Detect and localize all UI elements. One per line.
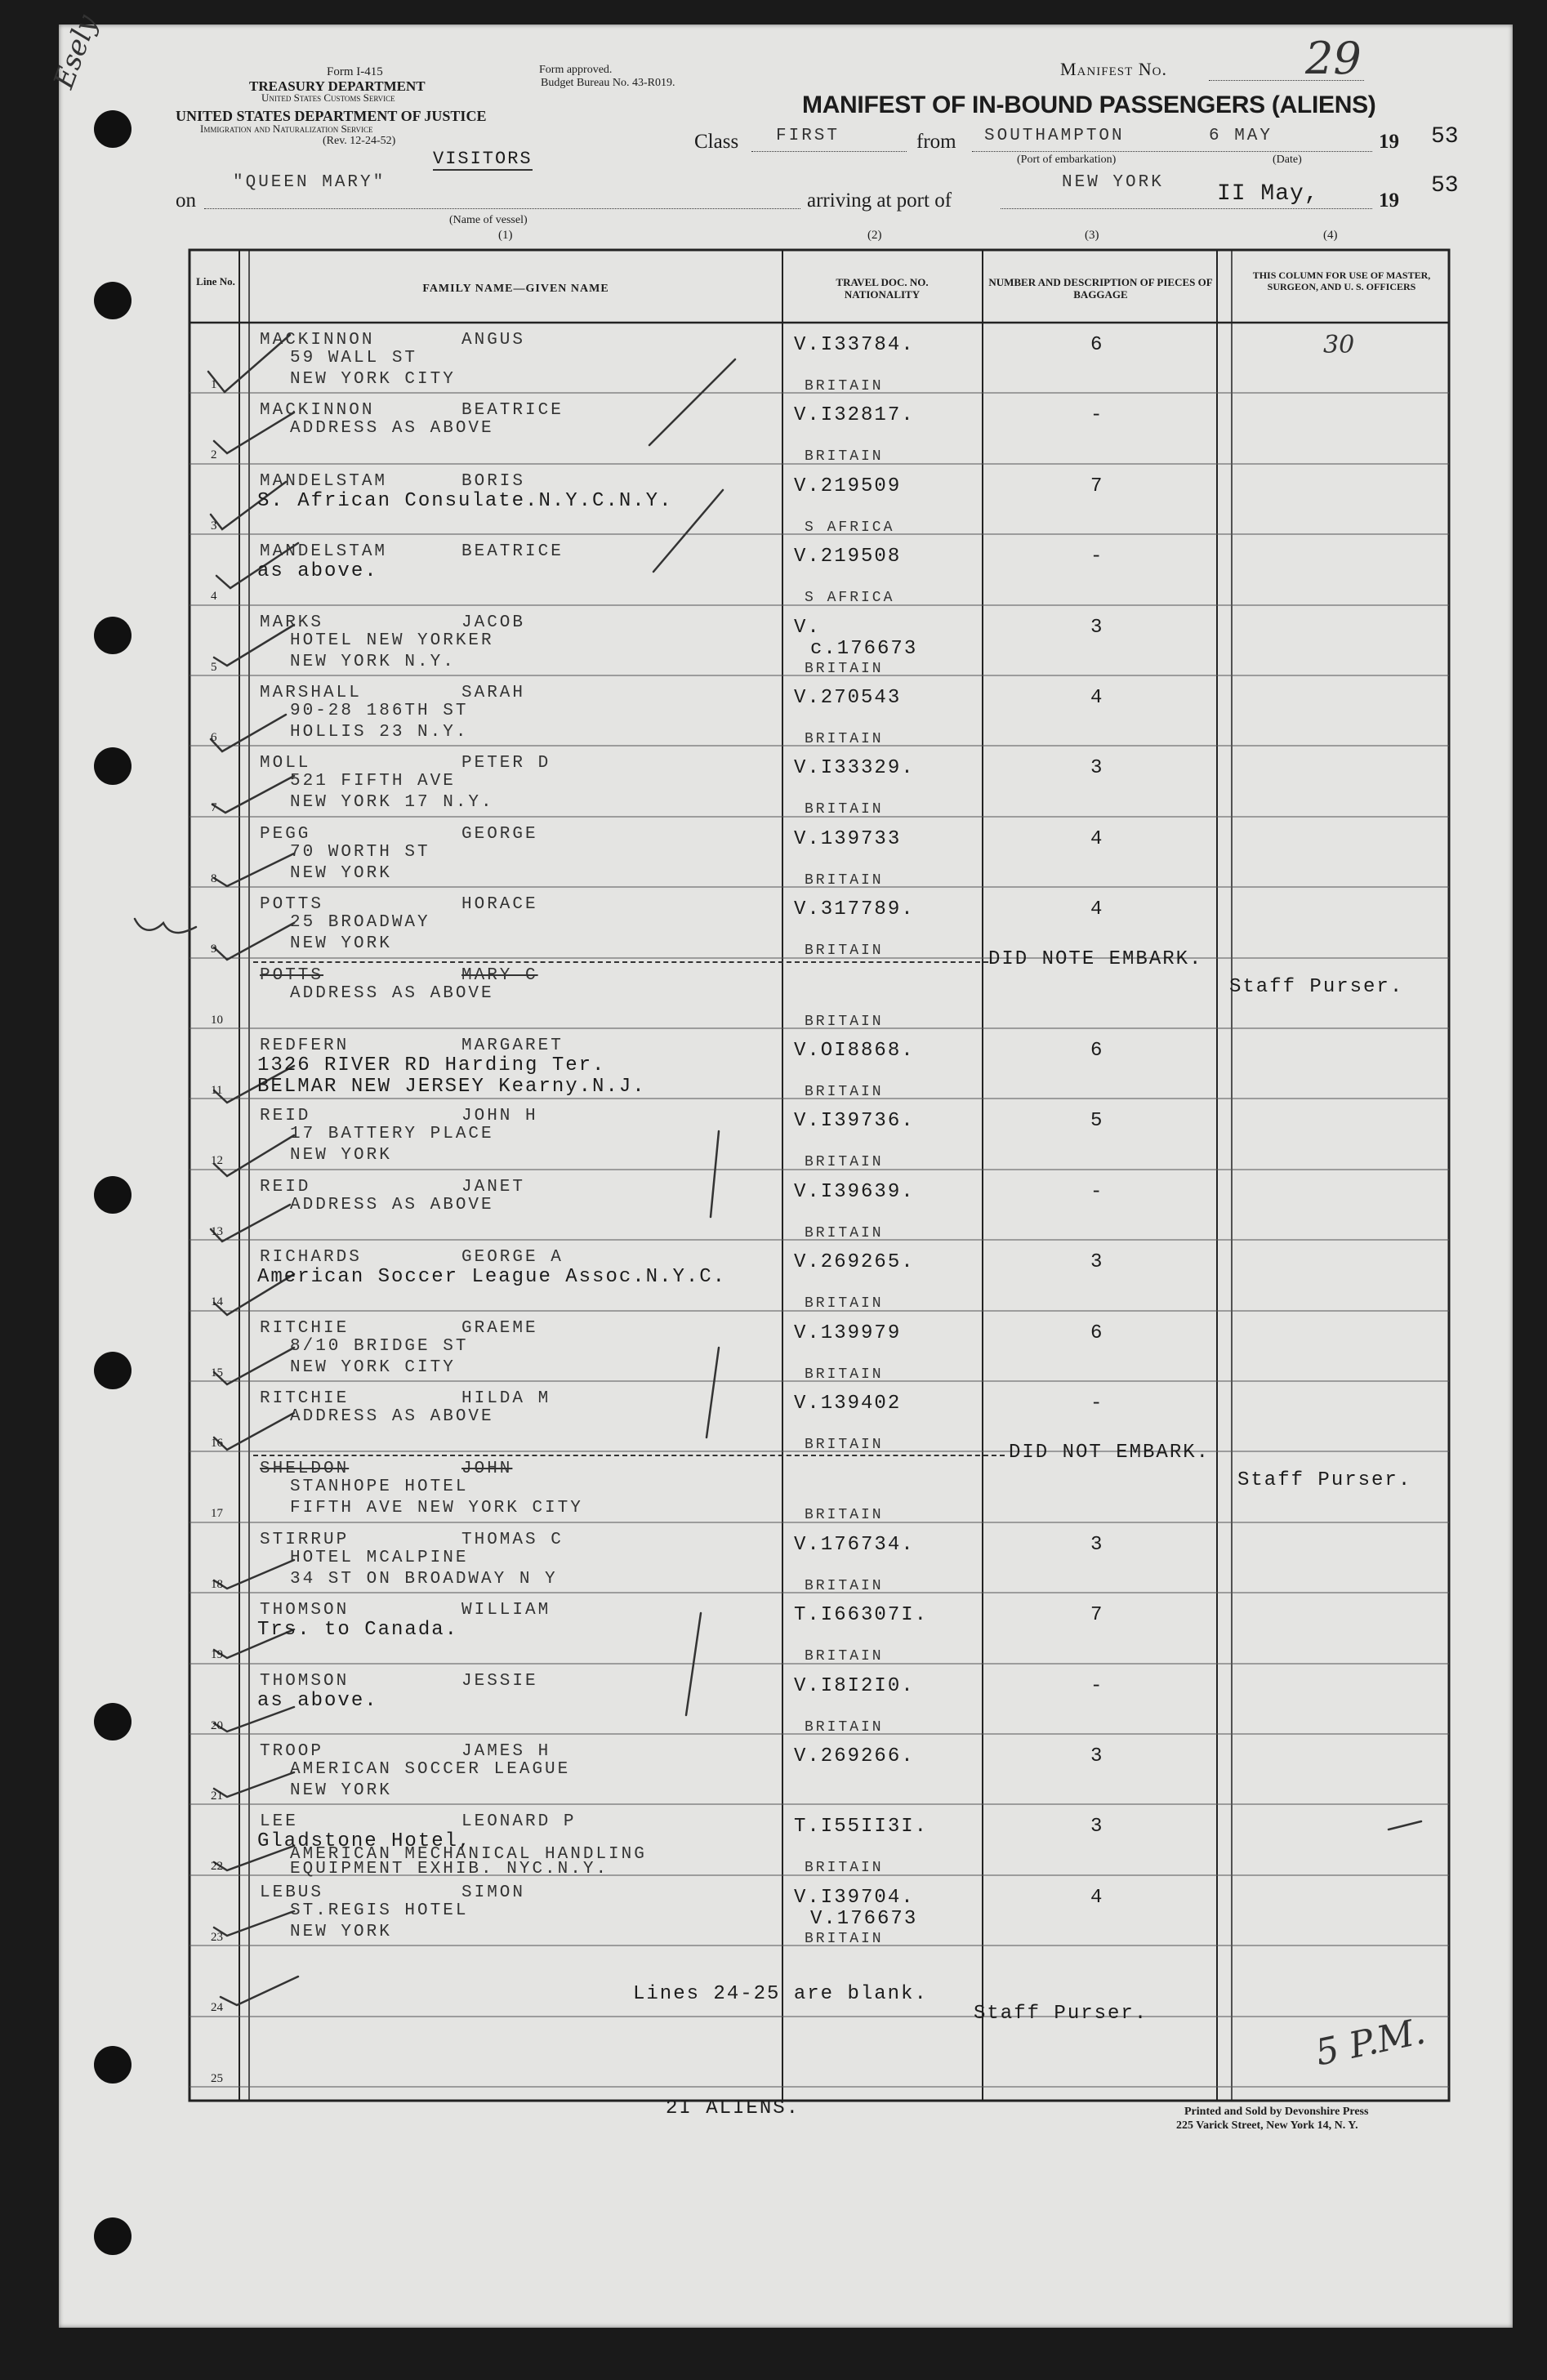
immigration-service: Immigration and Naturalization Service — [200, 123, 373, 135]
family-name: RITCHIE — [260, 1318, 350, 1338]
embark-remark: DID NOTE EMBARK. — [988, 947, 1203, 970]
travel-doc-no: V.I39704. — [794, 1886, 915, 1909]
address-line: 59 WALL ST — [290, 349, 418, 368]
vessel-name: "QUEEN MARY" — [233, 173, 386, 192]
address-line: 8/10 BRIDGE ST — [290, 1336, 469, 1356]
line-number: 3 — [211, 519, 217, 533]
address-line: NEW YORK CITY — [290, 370, 456, 389]
staff-purser: Staff Purser. — [1229, 975, 1404, 998]
address-line: ST.REGIS HOTEL — [290, 1901, 469, 1920]
not-embarked-line — [253, 1455, 1005, 1456]
address-line: HOLLIS 23 N.Y. — [290, 723, 469, 742]
family-name: SHELDON — [260, 1460, 350, 1479]
given-name: SARAH — [461, 684, 526, 702]
nationality: BRITAIN — [805, 1930, 884, 1947]
family-name: POTTS — [260, 895, 324, 915]
given-name: BORIS — [461, 471, 526, 491]
from-label: from — [916, 131, 956, 153]
col-header-officers: THIS COLUMN FOR USE OF MASTER, SURGEON, AND U. S. OFFICERS — [1252, 270, 1431, 292]
baggage-count: 7 — [1090, 475, 1104, 497]
date-caption: (Date) — [1273, 154, 1302, 166]
travel-doc-no: V.I39639. — [794, 1180, 915, 1203]
address-line: as above. — [257, 560, 378, 583]
line-number: 17 — [211, 1507, 223, 1521]
printer-line-1: Printed and Sold by Devonshire Press — [1184, 2106, 1369, 2118]
travel-doc-no: V.269265. — [794, 1251, 915, 1274]
nationality: BRITAIN — [805, 1437, 884, 1453]
arrival-year: 53 — [1431, 173, 1459, 198]
baggage-count: - — [1090, 1393, 1104, 1415]
given-name: GEORGE A — [461, 1248, 564, 1268]
given-name: HILDA M — [461, 1389, 551, 1408]
margin-note: Esely — [47, 11, 105, 93]
baggage-count: - — [1090, 404, 1104, 427]
given-name: BEATRICE — [461, 542, 564, 562]
given-name: JAMES H — [461, 1742, 551, 1761]
given-name: JOHN H — [461, 1107, 538, 1126]
address-line: Gladstone Hotel, — [257, 1830, 472, 1853]
nationality: BRITAIN — [805, 378, 884, 394]
travel-doc-no: V.219509 — [794, 475, 902, 497]
baggage-count: 3 — [1090, 616, 1104, 639]
address-line: 17 BATTERY PLACE — [290, 1125, 494, 1144]
nationality: S AFRICA — [805, 519, 895, 536]
nationality: BRITAIN — [805, 731, 884, 747]
baggage-count: 3 — [1090, 1533, 1104, 1556]
family-name: RICHARDS — [260, 1248, 362, 1268]
line-number: 24 — [211, 2001, 223, 2015]
family-name: MANDELSTAM — [260, 542, 388, 562]
class-label: Class — [694, 131, 739, 153]
col-num-1: (1) — [498, 229, 513, 242]
line-number: 1 — [211, 378, 217, 391]
nationality: BRITAIN — [805, 1154, 884, 1171]
baggage-count: 6 — [1090, 1040, 1104, 1062]
officer-note: 30 — [1323, 331, 1355, 359]
baggage-count: - — [1090, 546, 1104, 568]
address-line: Trs. to Canada. — [257, 1619, 459, 1642]
address-line: as above. — [257, 1689, 378, 1712]
nationality: BRITAIN — [805, 1577, 884, 1594]
col-num-3: (3) — [1085, 229, 1099, 242]
baggage-count: 3 — [1090, 1745, 1104, 1767]
revision: (Rev. 12-24-52) — [323, 135, 396, 147]
address-line: NEW YORK N.Y. — [290, 652, 456, 671]
line-number: 25 — [211, 2071, 223, 2085]
line-number: 9 — [211, 943, 217, 956]
travel-doc-no: V.219508 — [794, 546, 902, 568]
family-name: LEBUS — [260, 1883, 324, 1902]
family-name: PEGG — [260, 824, 311, 844]
line-number: 13 — [211, 1224, 223, 1238]
baggage-count: 5 — [1090, 1110, 1104, 1133]
family-name: REID — [260, 1107, 311, 1126]
family-name: RITCHIE — [260, 1389, 350, 1408]
line-number: 6 — [211, 731, 217, 744]
line-number: 21 — [211, 1789, 223, 1803]
given-name: LEONARD P — [461, 1812, 577, 1832]
address-line: S. African Consulate.N.Y.C.N.Y. — [257, 489, 673, 512]
form-approved: Form approved. — [539, 64, 613, 76]
col-num-2: (2) — [867, 229, 882, 242]
travel-doc-no: V.I8I2I0. — [794, 1674, 915, 1697]
col-header-line: Line No. — [196, 275, 235, 287]
family-name: REDFERN — [260, 1036, 350, 1055]
given-name: HORACE — [461, 895, 538, 915]
footer-staff-purser: Staff Purser. — [974, 2003, 1148, 2025]
line-number: 10 — [211, 1013, 223, 1027]
address-line: AMERICAN SOCCER LEAGUE — [290, 1760, 571, 1779]
nationality: BRITAIN — [805, 1366, 884, 1383]
baggage-count: 6 — [1090, 334, 1104, 356]
baggage-count: 3 — [1090, 757, 1104, 780]
year-prefix-2: 19 — [1379, 189, 1399, 212]
family-name: THOMSON — [260, 1601, 350, 1620]
class-value: FIRST — [776, 127, 840, 145]
address-line: 25 BROADWAY — [290, 913, 430, 933]
family-name: MOLL — [260, 754, 311, 773]
address-line: NEW YORK — [290, 1922, 392, 1941]
nationality: BRITAIN — [805, 448, 884, 466]
baggage-count: 3 — [1090, 1251, 1104, 1274]
port-caption: (Port of embarkation) — [1017, 154, 1117, 166]
address-line: NEW YORK CITY — [290, 1357, 456, 1377]
given-name: MARGARET — [461, 1036, 564, 1055]
baggage-count: 7 — [1090, 1604, 1104, 1627]
address-line: 34 ST ON BROADWAY N Y — [290, 1569, 558, 1589]
address-line: HOTEL MCALPINE — [290, 1548, 469, 1567]
staff-purser: Staff Purser. — [1237, 1469, 1412, 1492]
given-name: JANET — [461, 1177, 526, 1197]
budget-bureau: Budget Bureau No. 43-R019. — [541, 77, 675, 89]
address-line: ADDRESS AS ABOVE — [290, 1195, 494, 1215]
embarkation-date: 6 MAY — [1209, 127, 1273, 145]
col-header-baggage: NUMBER AND DESCRIPTION OF PIECES OF BAGGAGE — [988, 276, 1213, 301]
family-name: TROOP — [260, 1742, 324, 1761]
embarkation-year: 53 — [1431, 124, 1459, 149]
line-number: 23 — [211, 1930, 223, 1944]
nationality: BRITAIN — [805, 1718, 884, 1736]
travel-doc-no: V.I32817. — [794, 404, 915, 427]
not-embarked-line — [253, 961, 988, 963]
address-line: American Soccer League Assoc.N.Y.C. — [257, 1266, 727, 1289]
embark-remark: DID NOT EMBARK. — [1009, 1442, 1210, 1464]
treasury-dept: TREASURY DEPARTMENT — [249, 78, 426, 94]
line-number: 18 — [211, 1577, 223, 1591]
travel-doc-no: V.I33784. — [794, 334, 915, 356]
baggage-count: 6 — [1090, 1321, 1104, 1344]
nationality: BRITAIN — [805, 1013, 884, 1030]
line-number: 16 — [211, 1437, 223, 1450]
travel-doc-no: V.139979 — [794, 1321, 902, 1344]
manifest-no-label: Manifest No. — [1060, 59, 1167, 79]
given-name: BEATRICE — [461, 401, 564, 421]
line-number: 7 — [211, 801, 217, 815]
nationality: BRITAIN — [805, 801, 884, 818]
manifest-title: MANIFEST OF IN-BOUND PASSENGERS (ALIENS) — [802, 91, 1376, 118]
nationality: BRITAIN — [805, 871, 884, 889]
address-line: 1326 RIVER RD Harding Ter. — [257, 1054, 606, 1076]
travel-doc-no: V.I33329. — [794, 757, 915, 780]
travel-doc-no: V.317789. — [794, 898, 915, 921]
arrival-date: II May, — [1217, 181, 1319, 207]
travel-doc-no-2: V.176673 — [810, 1907, 918, 1930]
line-number: 8 — [211, 871, 217, 885]
address-line: ADDRESS AS ABOVE — [290, 983, 494, 1003]
year-prefix: 19 — [1379, 131, 1399, 153]
line-number: 22 — [211, 1860, 223, 1874]
justice-dept: UNITED STATES DEPARTMENT OF JUSTICE — [176, 108, 487, 124]
travel-doc-no: V.OI8868. — [794, 1040, 915, 1062]
line-number: 20 — [211, 1718, 223, 1732]
nationality: BRITAIN — [805, 1860, 884, 1877]
line-number: 5 — [211, 660, 217, 674]
family-name: THOMSON — [260, 1671, 350, 1691]
family-name: MARSHALL — [260, 684, 362, 702]
col-header-doc: TRAVEL DOC. NO. NATIONALITY — [836, 276, 929, 301]
given-name: JOHN — [461, 1460, 513, 1479]
address-line: HOTEL NEW YORKER — [290, 631, 494, 650]
address-line: FIFTH AVE NEW YORK CITY — [290, 1499, 583, 1518]
travel-doc-no-2: c.176673 — [810, 637, 918, 660]
given-name: WILLIAM — [461, 1601, 551, 1620]
given-name: THOMAS C — [461, 1530, 564, 1549]
arrival-port: NEW YORK — [1062, 173, 1164, 192]
family-name: POTTS — [260, 965, 324, 985]
visitors-label: VISITORS — [433, 149, 533, 169]
address-line: NEW YORK — [290, 863, 392, 883]
given-name: ANGUS — [461, 331, 526, 350]
manifest-number: 29 — [1305, 33, 1362, 84]
baggage-count: 3 — [1090, 1816, 1104, 1838]
baggage-count: - — [1090, 1180, 1104, 1203]
family-name: MANDELSTAM — [260, 471, 388, 491]
line-number: 14 — [211, 1295, 223, 1309]
travel-doc-no: V.I39736. — [794, 1110, 915, 1133]
line-number: 11 — [211, 1084, 223, 1097]
address-line: NEW YORK — [290, 1781, 392, 1800]
travel-doc-no: V.270543 — [794, 687, 902, 709]
printer-line-2: 225 Varick Street, New York 14, N. Y. — [1176, 2119, 1358, 2132]
blank-lines-note: Lines 24-25 are blank. — [633, 1983, 928, 2005]
address-line: STANHOPE HOTEL — [290, 1477, 469, 1497]
nationality: BRITAIN — [805, 1084, 884, 1100]
nationality: BRITAIN — [805, 660, 884, 677]
total-aliens: 2I ALIENS. — [666, 2097, 800, 2119]
arriving-label: arriving at port of — [807, 189, 952, 212]
form-number: Form I-415 — [327, 65, 383, 78]
customs-service: United States Customs Service — [261, 91, 395, 104]
line-number: 19 — [211, 1648, 223, 1662]
given-name: JESSIE — [461, 1671, 538, 1691]
address-line: 521 FIFTH AVE — [290, 772, 456, 791]
baggage-count: 4 — [1090, 687, 1104, 709]
given-name: PETER D — [461, 754, 551, 773]
line-number: 4 — [211, 590, 217, 604]
nationality: BRITAIN — [805, 1295, 884, 1313]
address-line: ADDRESS AS ABOVE — [290, 1407, 494, 1426]
address-line: NEW YORK — [290, 934, 392, 954]
family-name: REID — [260, 1177, 311, 1197]
col-header-name: FAMILY NAME—GIVEN NAME — [422, 283, 609, 295]
given-name: SIMON — [461, 1883, 526, 1902]
baggage-count: 4 — [1090, 898, 1104, 921]
address-line: EQUIPMENT EXHIB. NYC.N.Y. — [290, 1860, 609, 1879]
given-name: GRAEME — [461, 1318, 538, 1338]
given-name: JACOB — [461, 613, 526, 632]
address-line: BELMAR NEW JERSEY Kearny.N.J. — [257, 1076, 646, 1098]
line-number: 2 — [211, 448, 217, 462]
travel-doc-no: T.I55II3I. — [794, 1816, 929, 1838]
port-of-embarkation: SOUTHAMPTON — [984, 127, 1125, 145]
nationality: S AFRICA — [805, 590, 895, 607]
line-number: 15 — [211, 1366, 223, 1379]
address-line: AMERICAN MECHANICAL HANDLING — [290, 1845, 647, 1865]
line-number: 12 — [211, 1154, 223, 1168]
address-line: NEW YORK — [290, 1146, 392, 1165]
given-name: GEORGE — [461, 824, 538, 844]
nationality: BRITAIN — [805, 1224, 884, 1241]
travel-doc-no: V. — [794, 616, 821, 639]
vessel-caption: (Name of vessel) — [449, 214, 528, 226]
family-name: MACKINNON — [260, 401, 375, 421]
travel-doc-no: V.139402 — [794, 1393, 902, 1415]
given-name: MARY C — [461, 965, 538, 985]
nationality: BRITAIN — [805, 943, 884, 960]
baggage-count: - — [1090, 1674, 1104, 1697]
travel-doc-no: T.I66307I. — [794, 1604, 929, 1627]
address-line: 70 WORTH ST — [290, 842, 430, 862]
nationality: BRITAIN — [805, 1507, 884, 1524]
travel-doc-no: V.269266. — [794, 1745, 915, 1767]
address-line: NEW YORK 17 N.Y. — [290, 793, 494, 813]
travel-doc-no: V.139733 — [794, 827, 902, 850]
family-name: LEE — [260, 1812, 298, 1832]
time-note: 5 P.M. — [1312, 2010, 1429, 2075]
baggage-count: 4 — [1090, 827, 1104, 850]
family-name: STIRRUP — [260, 1530, 350, 1549]
family-name: MARKS — [260, 613, 324, 632]
address-line: 90-28 186TH ST — [290, 702, 469, 720]
family-name: MACKINNON — [260, 331, 375, 350]
on-label: on — [176, 189, 196, 212]
nationality: BRITAIN — [805, 1648, 884, 1665]
address-line: ADDRESS AS ABOVE — [290, 419, 494, 439]
travel-doc-no: V.176734. — [794, 1533, 915, 1556]
baggage-count: 4 — [1090, 1886, 1104, 1909]
col-num-4: (4) — [1323, 229, 1338, 242]
